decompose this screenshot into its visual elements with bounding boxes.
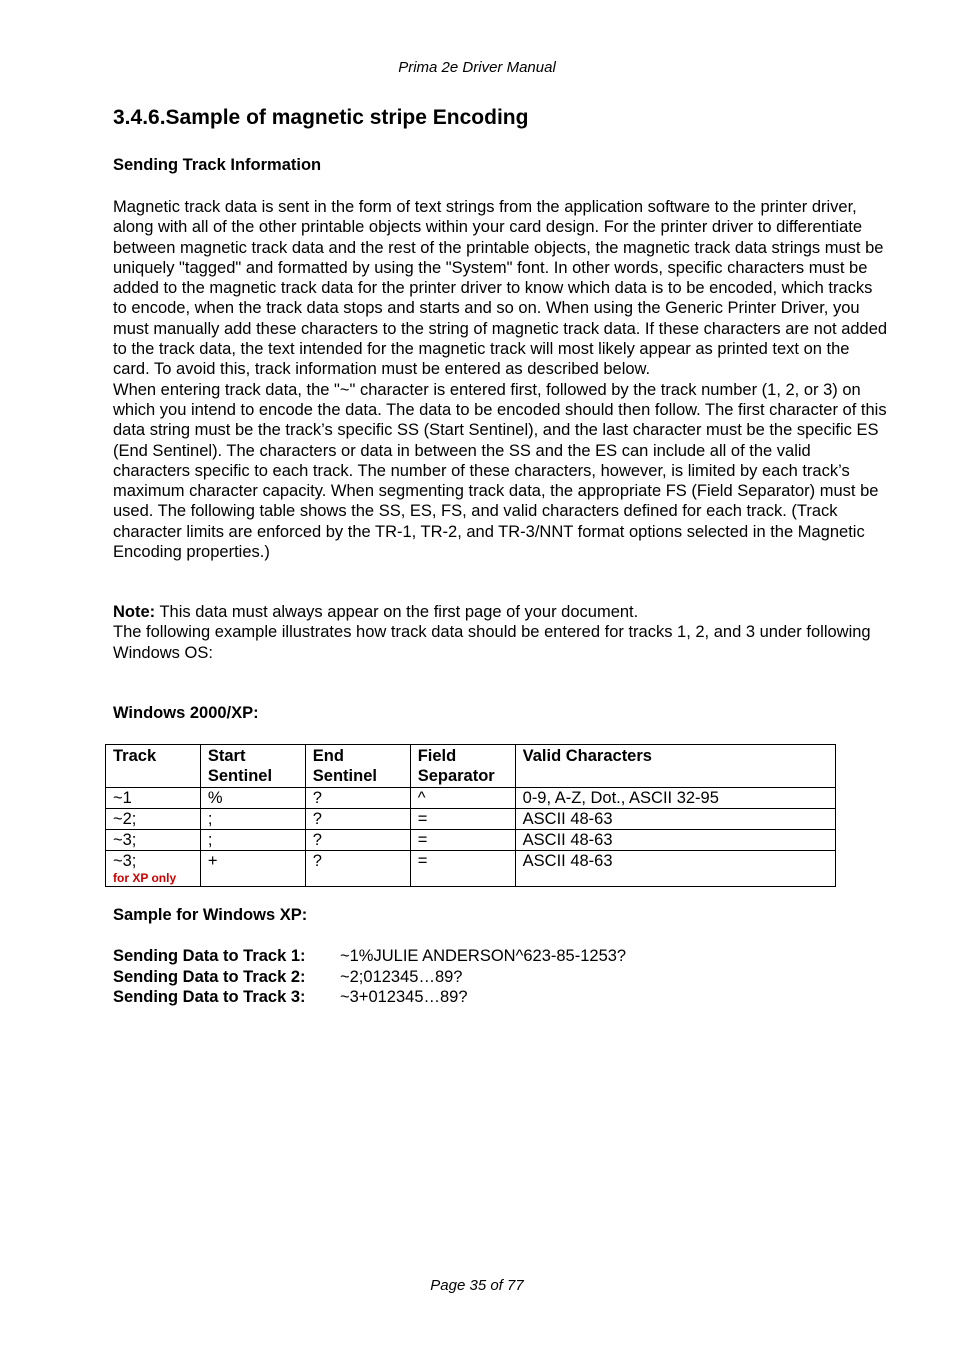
cell-start-sentinel: % xyxy=(200,788,305,809)
cell-track xyxy=(106,851,201,887)
cell-valid-characters: ASCII 48-63 xyxy=(515,851,835,887)
sample-track-3 xyxy=(113,987,468,1007)
table-row xyxy=(106,830,836,851)
cell-valid-characters: 0-9, A-Z, Dot., ASCII 32-95 xyxy=(515,788,835,809)
header-field-separator: Field Separator xyxy=(410,745,515,788)
subheading-sending-track: Sending Track Information xyxy=(113,156,322,174)
paragraph-example: The following example illustrates how track data should be entered for tracks 1, 2, and 3 under following Windows OS: xyxy=(113,623,871,662)
sample-value: ~2;012345…89? xyxy=(340,968,463,986)
track-table xyxy=(105,744,836,887)
cell-track: ~2; xyxy=(106,809,201,830)
cell-field-separator: = xyxy=(410,830,515,851)
cell-track: ~3; xyxy=(106,830,201,851)
xp-only-note: for XP only xyxy=(113,871,177,885)
cell-end-sentinel: ? xyxy=(305,851,410,887)
table-header-row xyxy=(106,745,836,788)
cell-field-separator: ^ xyxy=(410,788,515,809)
cell-end-sentinel: ? xyxy=(305,809,410,830)
table-row xyxy=(106,809,836,830)
note-label: Note: xyxy=(113,603,156,621)
note-text: This data must always appear on the first page of your document. xyxy=(155,603,639,621)
body-text xyxy=(113,197,888,562)
cell-start-sentinel: + xyxy=(200,851,305,887)
cell-start-sentinel: ; xyxy=(200,830,305,851)
note-block xyxy=(113,602,888,663)
sample-value: ~3+012345…89? xyxy=(340,988,468,1006)
os-heading: Windows 2000/XP: xyxy=(113,704,259,722)
header-valid-characters: Valid Characters xyxy=(515,745,835,788)
cell-start-sentinel: ; xyxy=(200,809,305,830)
cell-valid-characters: ASCII 48-63 xyxy=(515,809,835,830)
cell-valid-characters: ASCII 48-63 xyxy=(515,830,835,851)
sample-value: ~1%JULIE ANDERSON^623-85-1253? xyxy=(340,947,627,965)
page-footer: Page 35 of 77 xyxy=(430,1277,524,1294)
paragraph-entering: When entering track data, the "~" character is entered first, followed by the track number (1, 2, or 3) on which you intend to encode the data. The data to be encoded should then follow. The first character of this data string must be the track’s specific SS (Start Sentinel), and the last character must be the specific ES (End Sentinel). The characters or data in between the SS and the ES can include all of the valid characters specific to each track. The number of these characters, however, is limited by each track’s maximum character capacity. When segmenting track data, the appropriate FS (Field Separator) must be used. The following table shows the SS, ES, FS, and valid characters defined for each track. (Track character limits are enforced by the TR-1, TR-2, and TR-3/NNT format options selected in the Magnetic Encoding properties.) xyxy=(113,380,887,562)
cell-end-sentinel: ? xyxy=(305,830,410,851)
sample-label: Sending Data to Track 1: xyxy=(113,947,306,965)
cell-field-separator: = xyxy=(410,809,515,830)
sample-label: Sending Data to Track 2: xyxy=(113,968,306,986)
sample-heading: Sample for Windows XP: xyxy=(113,906,308,924)
section-heading: 3.4.6.Sample of magnetic stripe Encoding xyxy=(113,106,529,129)
table-row xyxy=(106,788,836,809)
header-track: Track xyxy=(106,745,201,788)
cell-field-separator: = xyxy=(410,851,515,887)
cell-end-sentinel: ? xyxy=(305,788,410,809)
sample-label: Sending Data to Track 3: xyxy=(113,988,306,1006)
sample-track-2 xyxy=(113,967,463,987)
cell-track-value: ~3; xyxy=(113,852,137,870)
note-paragraph xyxy=(113,602,888,622)
header-end-sentinel: End Sentinel xyxy=(305,745,410,788)
paragraph-intro: Magnetic track data is sent in the form of text strings from the application software to the printer driver, along with all of the other printable objects within your card design. For the printer driver to differentiate between magnetic track data and the rest of the printable objects, the magnetic track data strings must be uniquely "tagged" and formatted by using the "System" font. In other words, specific characters must be added to the magnetic track data for the printer driver to know which data is to be encoded, which tracks to encode, when the track data stops and starts and so on. When using the Generic Printer Driver, you must manually add these characters to the string of magnetic track data. If these characters are not added to the track data, the text intended for the magnetic track will most likely appear as printed text on the card. To avoid this, track information must be entered as described below. xyxy=(113,198,888,379)
sample-track-1 xyxy=(113,946,626,966)
header-start-sentinel: Start Sentinel xyxy=(200,745,305,788)
cell-track: ~1 xyxy=(106,788,201,809)
page-header: Prima 2e Driver Manual xyxy=(398,59,556,76)
table-row xyxy=(106,851,836,887)
